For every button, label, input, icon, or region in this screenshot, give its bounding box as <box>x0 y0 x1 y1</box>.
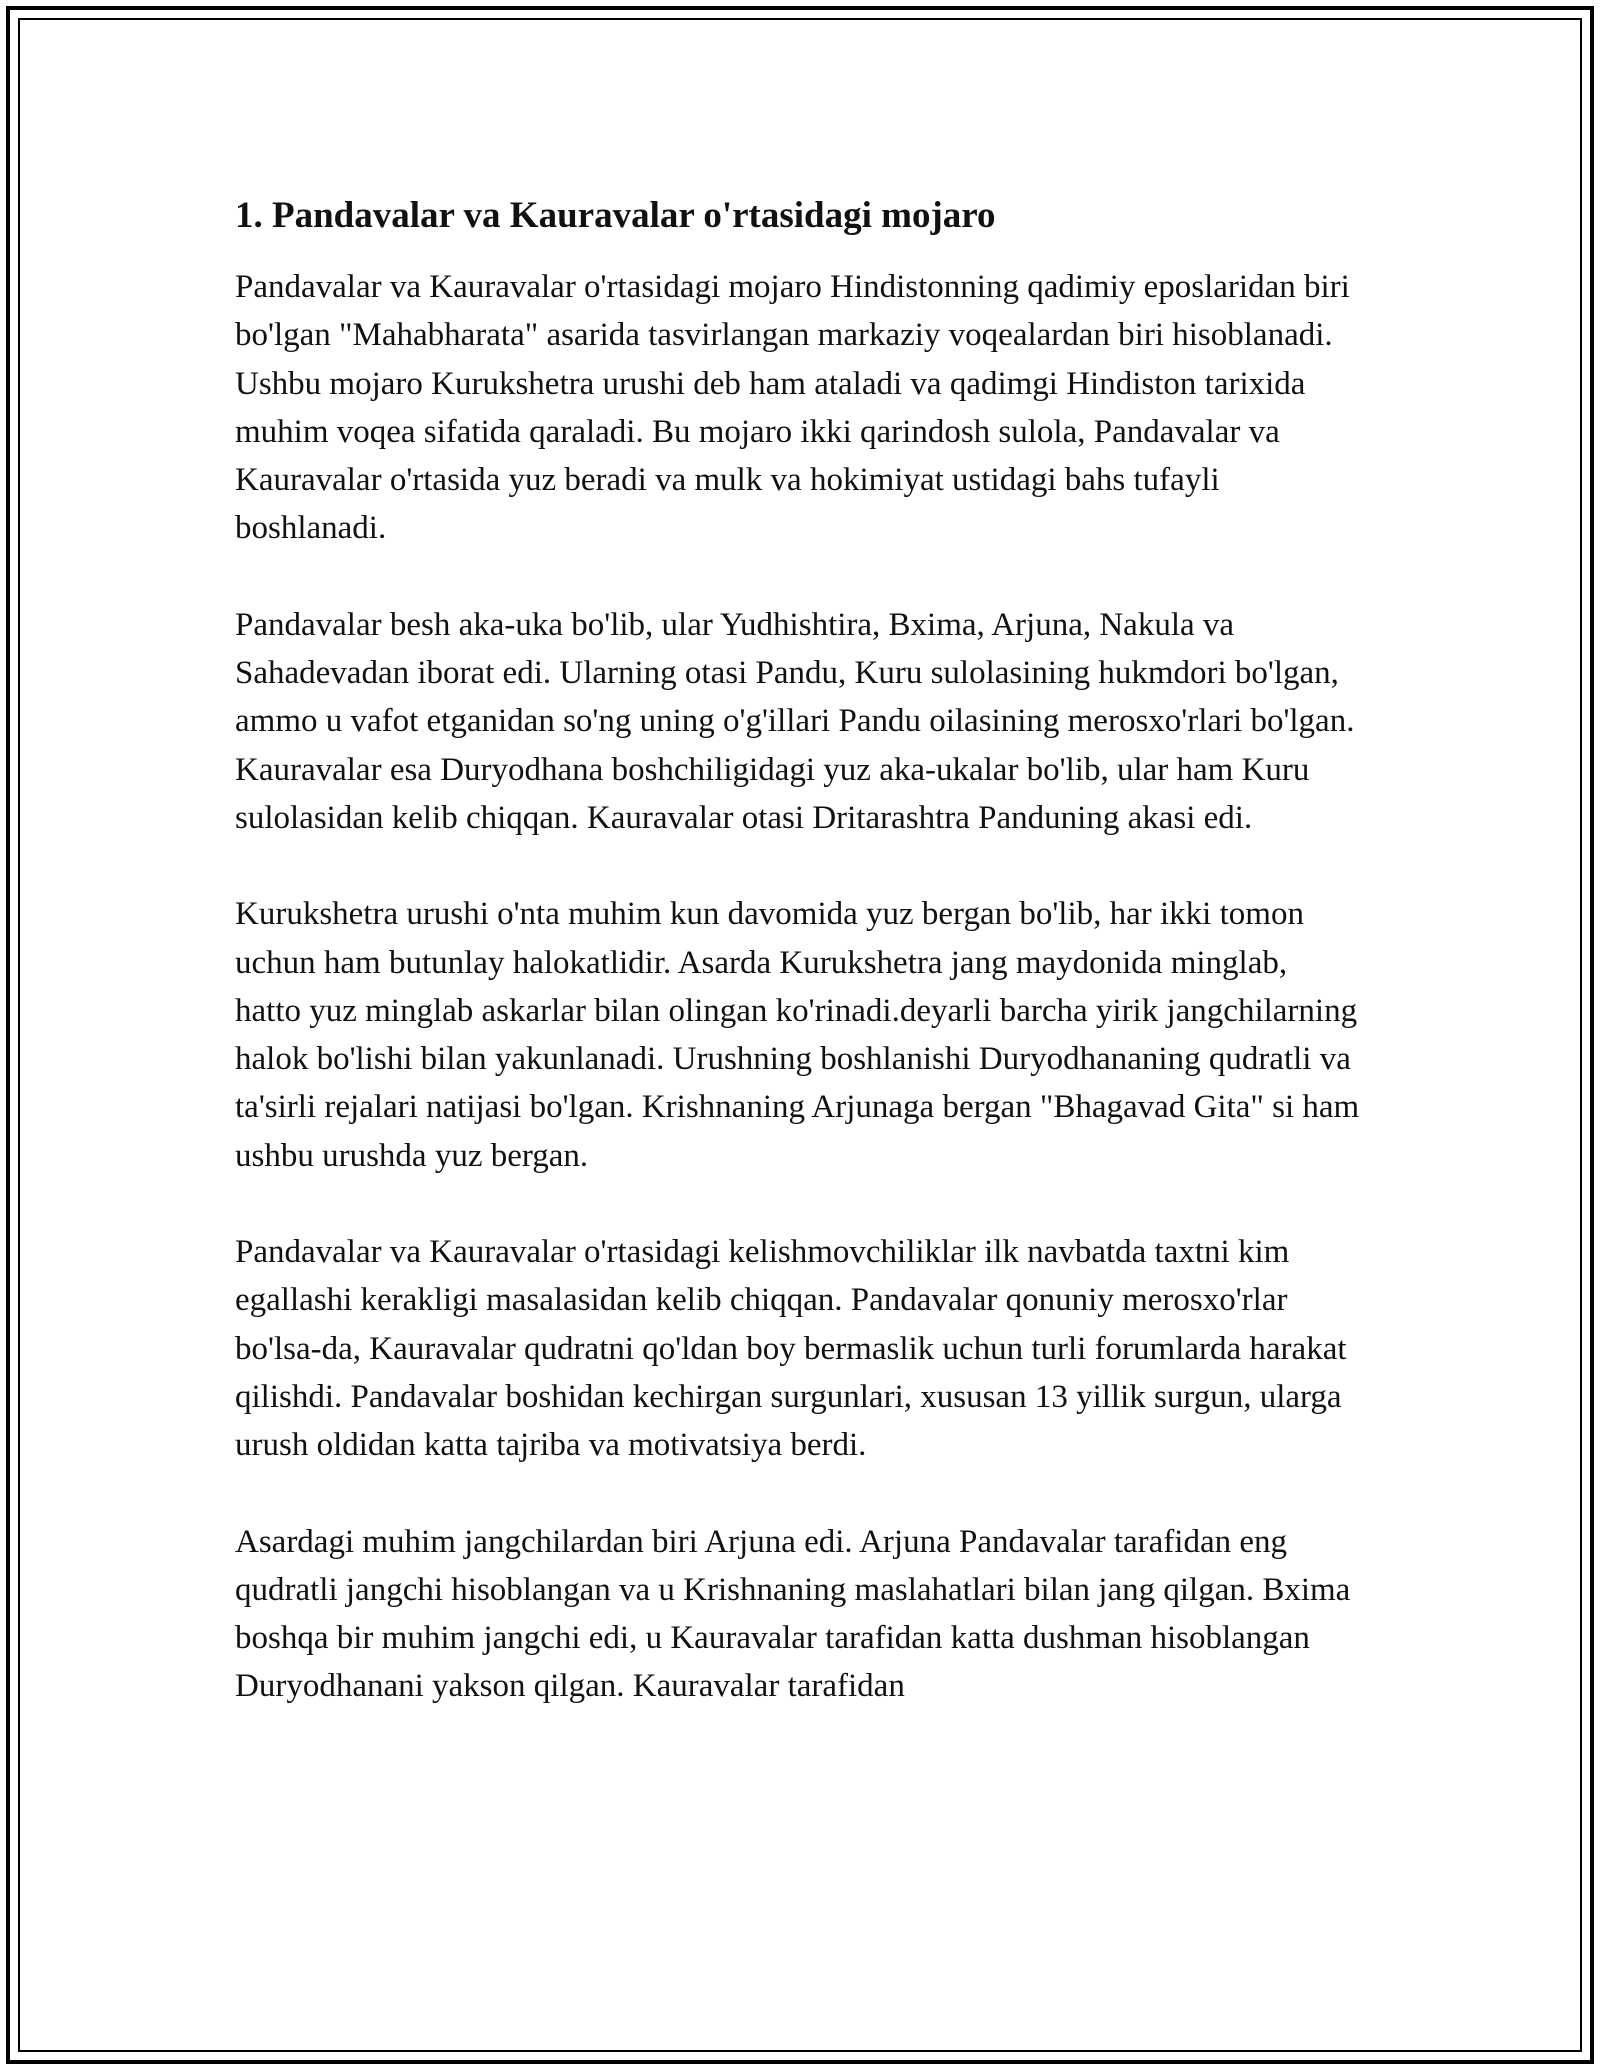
paragraph-1: Pandavalar va Kauravalar o'rtasidagi mojaro Hindistonning qadimiy eposlaridan biri bo'lgan "Mahabharata" asarida tasvirlangan markaziy voqealardan biri hisoblanadi. Ushbu mojaro Kurukshetra urushi deb ham ataladi va qadimgi Hindiston tarixida muhim voqea sifatida qaraladi. Bu mojaro ikki qarindosh sulola, Pandavalar va Kauravalar o'rtasida yuz beradi va mulk va hokimiyat ustidagi bahs tufayli boshlanadi. <box>235 269 1350 547</box>
paragraph-2: Pandavalar besh aka-uka bo'lib, ular Yudhishtira, Bxima, Arjuna, Nakula va Sahadevadan iborat edi. Ularning otasi Pandu, Kuru sulolasining hukmdori bo'lgan, ammo u vafot etganidan so'ng uning o'g'illari Pandu oilasining merosxo'rlari bo'lgan. Kauravalar esa Duryodhana boshchiligidagi yuz aka-ukalar bo'lib, ular ham Kuru sulolasidan kelib chiqqan. Kauravalar otasi Dritarashtra Panduning akasi edi. <box>235 606 1355 836</box>
document-body <box>235 187 1360 1711</box>
paragraph-5: Asardagi muhim jangchilardan biri Arjuna edi. Arjuna Pandavalar tarafidan eng qudratli jangchi hisoblangan va u Krishnaning maslahatlari bilan jang qilgan. Bxima boshqa bir muhim jangchi edi, u Kauravalar tarafidan katta dushman hisoblangan Duryodhanani yakson qilgan. Kauravalar tarafidan <box>235 1523 1351 1705</box>
paragraph-3: Kurukshetra urushi o'nta muhim kun davomida yuz bergan bo'lib, har ikki tomon uchun ham butunlay halokatlidir. Asarda Kurukshetra jang maydonida minglab, hatto yuz minglab askarlar bilan olingan ko'rinadi.deyarli barcha yirik jangchilarning halok bo'lishi bilan yakunlanadi. Urushning boshlanishi Duryodhananing qudratli va ta'sirli rejalari natijasi bo'lgan. Krishnaning Arjunaga bergan "Bhagavad Gita" si ham ushbu urushda yuz bergan. <box>235 896 1360 1174</box>
section-heading: 1. Pandavalar va Kauravalar o'rtasidagi mojaro <box>235 195 996 236</box>
paragraph-4: Pandavalar va Kauravalar o'rtasidagi kelishmovchiliklar ilk navbatda taxtni kim egallashi kerakligi masalasidan kelib chiqqan. Pandavalar qonuniy merosxo'rlar bo'lsa-da, Kauravalar qudratni qo'ldan boy bermaslik uchun turli forumlarda harakat qilishdi. Pandavalar boshidan kechirgan surgunlari, xususan 13 yillik surgun, ularga urush oldidan katta tajriba va motivatsiya berdi. <box>235 1234 1347 1464</box>
